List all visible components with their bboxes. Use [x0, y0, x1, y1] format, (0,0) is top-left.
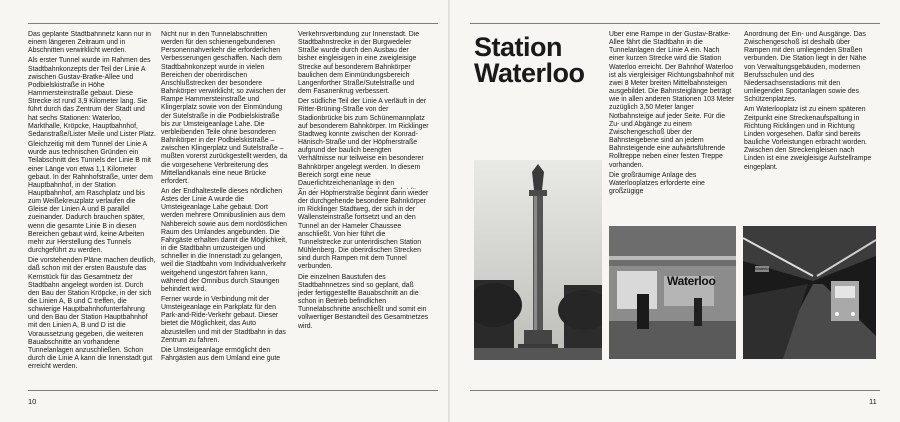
title-line-2: Waterloo — [474, 58, 585, 88]
paragraph: Die Umsteigeanlage ermöglicht den Fahrgästen aus dem Umland eine gute — [161, 346, 281, 363]
tunnel-illustration — [743, 226, 876, 359]
paragraph: Anordnung der Ein- und Ausgänge. Das Zwischengeschoß ist deshalb über Rampen mit den umliegenden Straßen verbunden. Die Station liegt in der Nähe von Verwaltungsgebäuden, modernen Berufsschulen und des Niedersachsenstadions mit den umliegenden Sportanlagen sowie des Schützenplatzes. — [744, 31, 867, 104]
top-rule — [470, 23, 880, 24]
paragraph: Über eine Rampe in der Gustav-Bratke-Allee fährt die Stadtbahn in die Tunnelanlagen der Linie A ein. Nach einer kurzen Strecke wird die Station Waterloo erreicht. Der Bahnhof Waterloo ist als viergleisiger Richtungsbahnhof mit zwei 8 Meter breiten Mittelbahnsteigen ausgebildet. Die Bahnsteiglänge beträgt wie in allen anderen Stationen 103 Meter zuzüglich 3,50 Meter langer Notbahnsteige auf jeder Seite. Für die Zu- und Abgänge zu einem Zwischengeschoß über der Bahnsteigebene sind an jedem Bahnsteigende eine aufwärtsführende Rolltreppe neben einer festen Treppe vorhanden. — [609, 31, 735, 169]
photo-tunnel-train — [743, 226, 876, 359]
paragraph: Am Waterlooplatz ist zu einem späteren Zeitpunkt eine Streckenaufspaltung in Richtung Ricklingen und in Richtung Linden vorgesehen. Dafür sind bereits bauliche Vorleistungen erbracht worden. Zwischen den Streckengleisen nach Linden ist eine zweigleisige Aufstellrampe eingeplant. — [744, 106, 872, 171]
column-illustration — [474, 160, 602, 360]
paragraph: Gleichzeitig mit dem Tunnel der Linie A wurde aus technischen Gründen ein Teilabschnitt des Tunnels der Linie B mit einer Länge von etwa 1,1 Kilometer gebaut. In der Rahnhofstraße, unter dem Hauptbahnhof, in der Station Hauptbahnhof, am Raschplatz und bis zum Weißekreuzplatz verlaufen die Gleise der Linien A und B parallel zueinander. Dadurch brauchen später, wenn die gesamte Linie B in diesen Bereichen gebaut wird, keine Arbeiten mehr zur Herstellung des Tunnels durchgeführt zu werden. — [28, 141, 153, 255]
paragraph: Verkehrsverbindung zur Innenstadt. Die Stadtbahnstrecke in der Burgwedeler Straße wurde durch den Ausbau der bisher eingleisigen in eine zweigleisige Strecke auf besonderem Bahnkörper baulichen dem Einmündungsbereich Langenforther Straße/Sutelstraße und dem Fasanenkrug verbessert. — [298, 31, 420, 96]
paragraph: Ferner wurde in Verbindung mit der Umsteigeanlage ein Parkplatz für den Park-and-Ride-Verkehr gebaut. Dieser bietet die Möglichkeit, das Auto abzustellen und mit der Stadtbahn in das Zentrum zu fahren. — [161, 296, 286, 344]
platform-illustration — [609, 226, 736, 359]
paragraph: Die großräumige Anlage des Waterlooplatzes erforderte eine großzügige — [609, 171, 705, 195]
station-sign-text: Waterloo — [667, 274, 716, 288]
paragraph: Der südliche Teil der Linie A verläuft in der Ritter-Brüning-Straße von der Stadionbrücke bis zum Schünemannplatz auf besonderem Bahnkörper. Im Ricklinger Stadtweg konnte zwischen der Konrad-Hänisch-Straße und der Höpfnerstraße aufgrund der baulich beengten Verhältnisse nur teilweise ein besonderer Bahnkörper angelegt werden. In diesem Bereich sorgt eine neue Dauerlichtzeichenanlage in den — [298, 98, 429, 187]
bottom-rule — [470, 390, 880, 391]
paragraph: Das geplante Stadtbahnnetz kann nur in einem längeren Zeitraum und in Abschnitten verwirklicht werden. — [28, 31, 151, 55]
paragraph: An der Höpfnerstraße beginnt dann wieder der durchgehende besondere Bahnkörper im Ricklinger Stadtweg, der sich in der Wallensteinstraße fortsetzt und an den Tunnel an der Hameler Chaussee anschließt. Von hier führt die Tunnelstrecke zur unterirdischen Station Mühlenberg. Die oberirdischen Strecken sind durch Rampen mit dem Tunnel verbunden. — [298, 190, 429, 271]
left-col-2 — [161, 31, 289, 391]
left-col-1 — [28, 31, 156, 391]
section-title — [474, 34, 585, 86]
top-rule — [28, 23, 438, 24]
paragraph: Die vorstehenden Pläne machen deutlich, daß schon mit der ersten Baustufe das Kernstück für das Gesamtnetz der Stadtbahn angelegt worden ist. Durch den Bau der Station Kröpcke, in der sich die Linien A, B und C treffen, die schwierige Hauptbahnhofunterfahrung und den Bau der Station Hauptbahnhof mit den Linien A, B und D ist die Voraussetzung gegeben, die weiteren Bauabschnitte an vorhandene Tunnelanlagen anzuschließen. Schon durch die Linie A kann die Innenstadt gut erreicht werden. — [28, 257, 156, 371]
small-sign-text: Waterloo — [755, 266, 771, 271]
right-col-2 — [744, 31, 876, 221]
left-col-3-bottom — [298, 190, 429, 365]
title-line-1: Station — [474, 32, 562, 62]
bottom-rule — [28, 390, 438, 391]
page-number: 10 — [28, 397, 37, 406]
photo-column-monument — [474, 160, 602, 360]
page-number: 11 — [869, 397, 877, 406]
paragraph: Als erster Tunnel wurde im Rahmen des Stadtbahnkonzepts der Teil der Linie A zwischen Gustav-Bratke-Allee und Podbielskistraße in Höhe Hammersteinstraße gebaut. Diese Strecke ist rund 3,9 Kilometer lang. Sie führt durch das Zentrum der Stadt und hat sechs Stationen: Waterloo, Markthalle, Kröpcke, Hauptbahnhof, Sedanstraße/Lister Meile und Lister Platz. — [28, 57, 156, 138]
paragraph: Die einzelnen Baustufen des Stadtbahnnetzes sind so geplant, daß jeder fertiggestellte Bauabschnitt an die schon in Betrieb befindlichen Tunnelabschnitte anschließt und somit ein vollwertiger Bestandteil des Gesamtnetzes wird. — [298, 273, 429, 330]
photo-station-platform — [609, 226, 736, 359]
paragraph: An der Endhaltestelle dieses nördlichen Astes der Linie A wurde die Umsteigeanlage Lahe gebaut. Dort werden mehrere Omnibuslinien aus dem Nahbereich sowie aus dem nordöstlichen Raum des Umlandes angebunden. Die Fahrgäste erhalten damit die Möglichkeit, in die Stadtbahn umzusteigen und schneller in die Innenstadt zu gelangen, weil die Stadtbahn vom Individualverkehr weitgehend ungestört fahren kann, während der Omnibus durch Staungen behindert wird. — [161, 187, 288, 293]
left-col-3-top — [298, 31, 429, 189]
paragraph: Nicht nur in den Tunnelabschnitten werden für den schienengebundenen Personennahverkehr die erforderlichen Verbesserungen geschaffen. Nach dem Stadtbahnkonzept wurde in vielen Bereichen der oberirdischen Anschlußstrecken der besondere Bahnkörper verwirklicht; so zwischen der Rampe Hammersteinstraße und Klingerplatz sowie von der Einmündung der Sutelstraße in die Podbielskistraße bis zur Umsteigeanlage Lahe. Die verbleibenden Teile ohne besonderen Bahnkörper in der Podbielskistraße – zwischen Klingerplatz und Sutelstraße – mußten vorerst zurückgestellt werden, da die vorgesehene Verbreiterung des Mittellandkanals eine neue Brücke erfordert. — [161, 31, 288, 185]
right-col-1 — [609, 31, 736, 221]
